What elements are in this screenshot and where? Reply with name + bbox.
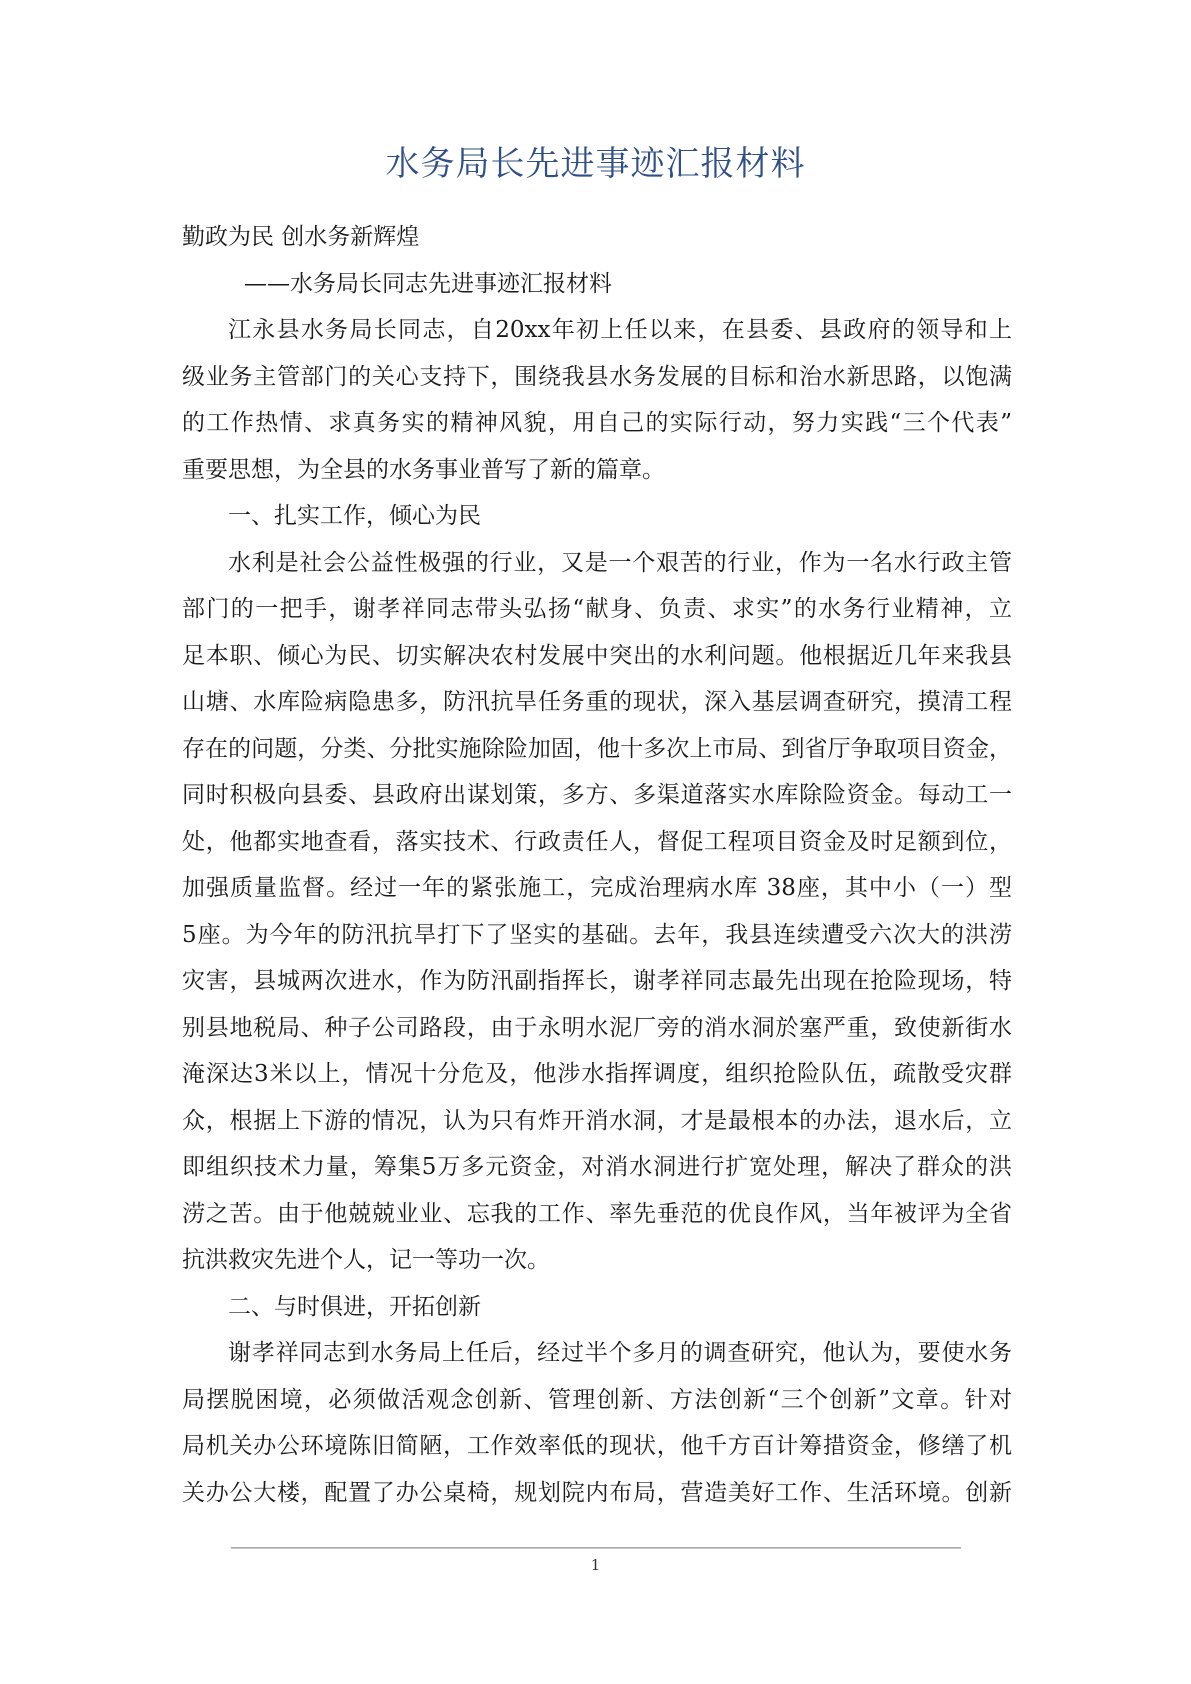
- paragraph-line: 加强质量监督。经过一年的紧张施工，完成治理病水库 38座，其中小（一）型: [182, 875, 1012, 901]
- paragraph-line: 部门的一把手，谢孝祥同志带头弘扬“献身、负责、求实”的水务行业精神，立: [182, 596, 1012, 622]
- paragraph-line: 局摆脱困境，必须做活观念创新、管理创新、方法创新“三个创新”文章。针对: [182, 1386, 1012, 1413]
- paragraph-line: 同时积极向县委、县政府出谋划策，多方、多渠道落实水库除险资金。每动工一: [182, 782, 1012, 808]
- paragraph-line: 涝之苦。由于他兢兢业业、忘我的工作、率先垂范的优良作风，当年被评为全省: [182, 1200, 1012, 1227]
- page-number: 1: [590, 1556, 601, 1574]
- paragraph-line: 处，他都实地查看，落实技术、行政责任人，督促工程项目资金及时足额到位，: [182, 828, 1012, 855]
- paragraph-line: 众，根据上下游的情况，认为只有炸开消水洞，才是最根本的办法，退水后，立: [182, 1107, 1012, 1134]
- paragraph-line: 谢孝祥同志到水务局上任后，经过半个多月的调查研究，他认为，要使水务: [228, 1340, 1012, 1366]
- paragraph-line: 局机关办公环境陈旧简陋，工作效率低的现状，他千方百计筹措资金，修缮了机: [182, 1433, 1012, 1459]
- document-title: 水务局长先进事迹汇报材料: [385, 144, 806, 184]
- document-body: [182, 214, 1012, 1516]
- paragraph-line: 5座。为今年的防汛抗旱打下了坚实的基础。去年，我县连续遭受六次大的洪涝: [182, 921, 1012, 948]
- document-heading: 勤政为民 创水务新辉煌: [182, 224, 420, 250]
- paragraph-line: 级业务主管部门的关心支持下，围绕我县水务发展的目标和治水新思路，以饱满: [182, 363, 1012, 390]
- paragraph-line: 山塘、水库险病隐患多，防汛抗旱任务重的现状，深入基层调查研究，摸清工程: [182, 689, 1012, 715]
- paragraph-line: 抗洪救灾先进个人，记一等功一次。: [182, 1247, 550, 1273]
- paragraph-line: 的工作热情、求真务实的精神风貌，用自己的实际行动，努力实践“三个代表”: [182, 410, 1012, 436]
- paragraph-line: 别县地税局、种子公司路段，由于永明水泥厂旁的消水洞於塞严重，致使新街水: [182, 1014, 1012, 1041]
- paragraph-line: 关办公大楼，配置了办公桌椅，规划院内布局，营造美好工作、生活环境。创新: [182, 1479, 1012, 1506]
- paragraph-line: 足本职、倾心为民、切实解决农村发展中突出的水利问题。他根据近几年来我县: [182, 642, 1012, 669]
- document-subheading: ——水务局长同志先进事迹汇报材料: [244, 270, 612, 297]
- paragraph-line: 淹深达3米以上，情况十分危及，他涉水指挥调度，组织抢险队伍，疏散受灾群: [182, 1061, 1012, 1087]
- paragraph-line: 灾害，县城两次进水，作为防汛副指挥长，谢孝祥同志最先出现在抢险现场，特: [182, 968, 1012, 994]
- section-heading: 二、与时俱进，开拓创新: [228, 1293, 481, 1320]
- footer-divider: [231, 1547, 961, 1549]
- paragraph-line: 重要思想，为全县的水务事业普写了新的篇章。: [182, 456, 665, 483]
- section-heading: 一、扎实工作，倾心为民: [228, 503, 481, 529]
- paragraph-line: 存在的问题，分类、分批实施除险加固，他十多次上市局、到省厅争取项目资金，: [182, 735, 1012, 762]
- paragraph-line: 水利是社会公益性极强的行业，又是一个艰苦的行业，作为一名水行政主管: [228, 549, 1012, 576]
- paragraph-line: 江永县水务局长同志，自20xx年初上任以来，在县委、县政府的领导和上: [228, 317, 1012, 343]
- paragraph-line: 即组织技术力量，筹集5万多元资金，对消水洞进行扩宽处理，解决了群众的洪: [182, 1154, 1012, 1180]
